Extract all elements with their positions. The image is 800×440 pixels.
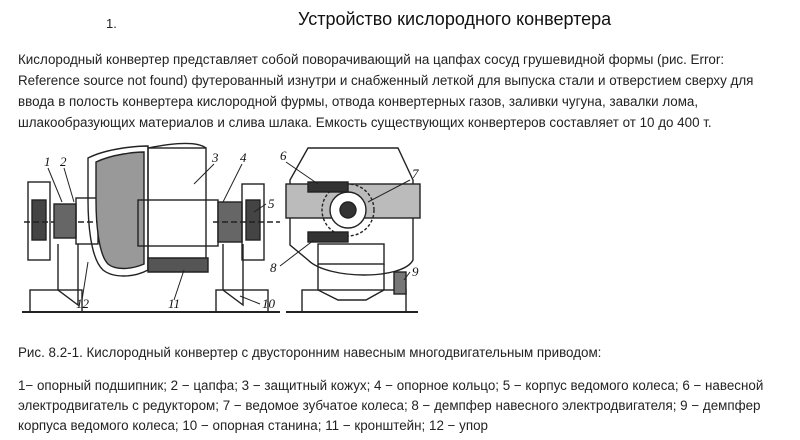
driven-gear-center bbox=[340, 202, 356, 218]
label-11: 11 bbox=[168, 296, 181, 311]
figure-legend: 1− опорный подшипник; 2 − цапфа; 3 − защитный кожух; 4 − опорное кольцо; 5 − корпус ведомого колеса; 6 − навесной электродвигатель с редуктором; 7 − ведомое зубчатое колеса; 8 − демпфер навесного электродвигателя; 9 − демпфер корпуса ведомого колеса; 10 − опорная станина; 11 − кронштейн; 12 − упор bbox=[18, 378, 764, 433]
protective-cover bbox=[148, 148, 206, 270]
damper-body bbox=[394, 272, 406, 294]
label-12: 12 bbox=[76, 296, 89, 311]
label-7: 7 bbox=[412, 166, 419, 181]
motor-upper bbox=[308, 182, 348, 192]
label-9: 9 bbox=[412, 264, 419, 279]
page-title: Устройство кислородного конвертера bbox=[298, 9, 612, 29]
figure-caption: Рис. 8.2-1. Кислородный конвертер с двусторонним навесным многодвигательным приводом: bbox=[18, 345, 602, 360]
left-support bbox=[76, 198, 98, 244]
label-6: 6 bbox=[280, 148, 287, 163]
label-5: 5 bbox=[268, 196, 275, 211]
gear-casing bbox=[318, 244, 384, 264]
converter-drawing bbox=[18, 140, 618, 332]
label-1: 1 bbox=[44, 154, 51, 169]
intro-paragraph: Кислородный конвертер представляет собой поворачивающий на цапфах сосуд грушевидной формы (рис. Error: Reference source not found) футерованный изнутри и снабженный леткой для выпуска стали и отверстием сверху для ввода в полость конвертера кислородной фурмы, отвода конвертерных газов, заливки чугуна, завалки лома, шлакообразующих материалов и слива шлака. Емкость существующих конвертеров составляет от 10 до 400 т. bbox=[18, 52, 754, 130]
label-3: 3 bbox=[212, 150, 219, 165]
right-pedestal bbox=[223, 244, 243, 305]
front-view bbox=[286, 148, 420, 312]
vessel-lining bbox=[96, 152, 144, 269]
front-base bbox=[302, 290, 406, 312]
label-4: 4 bbox=[240, 150, 247, 165]
label-10: 10 bbox=[262, 296, 275, 311]
trunnion-left bbox=[54, 204, 76, 238]
front-pedestal bbox=[318, 264, 384, 300]
right-base bbox=[216, 290, 268, 312]
label-8: 8 bbox=[270, 260, 277, 275]
left-base bbox=[30, 290, 82, 312]
heading-number: 1. bbox=[106, 16, 117, 31]
left-pedestal bbox=[58, 244, 78, 305]
trunnion-right bbox=[218, 202, 242, 242]
left-bearing-block bbox=[32, 200, 46, 240]
label-2: 2 bbox=[60, 154, 67, 169]
ring-bracket bbox=[148, 258, 208, 272]
right-bearing-block bbox=[246, 200, 260, 240]
